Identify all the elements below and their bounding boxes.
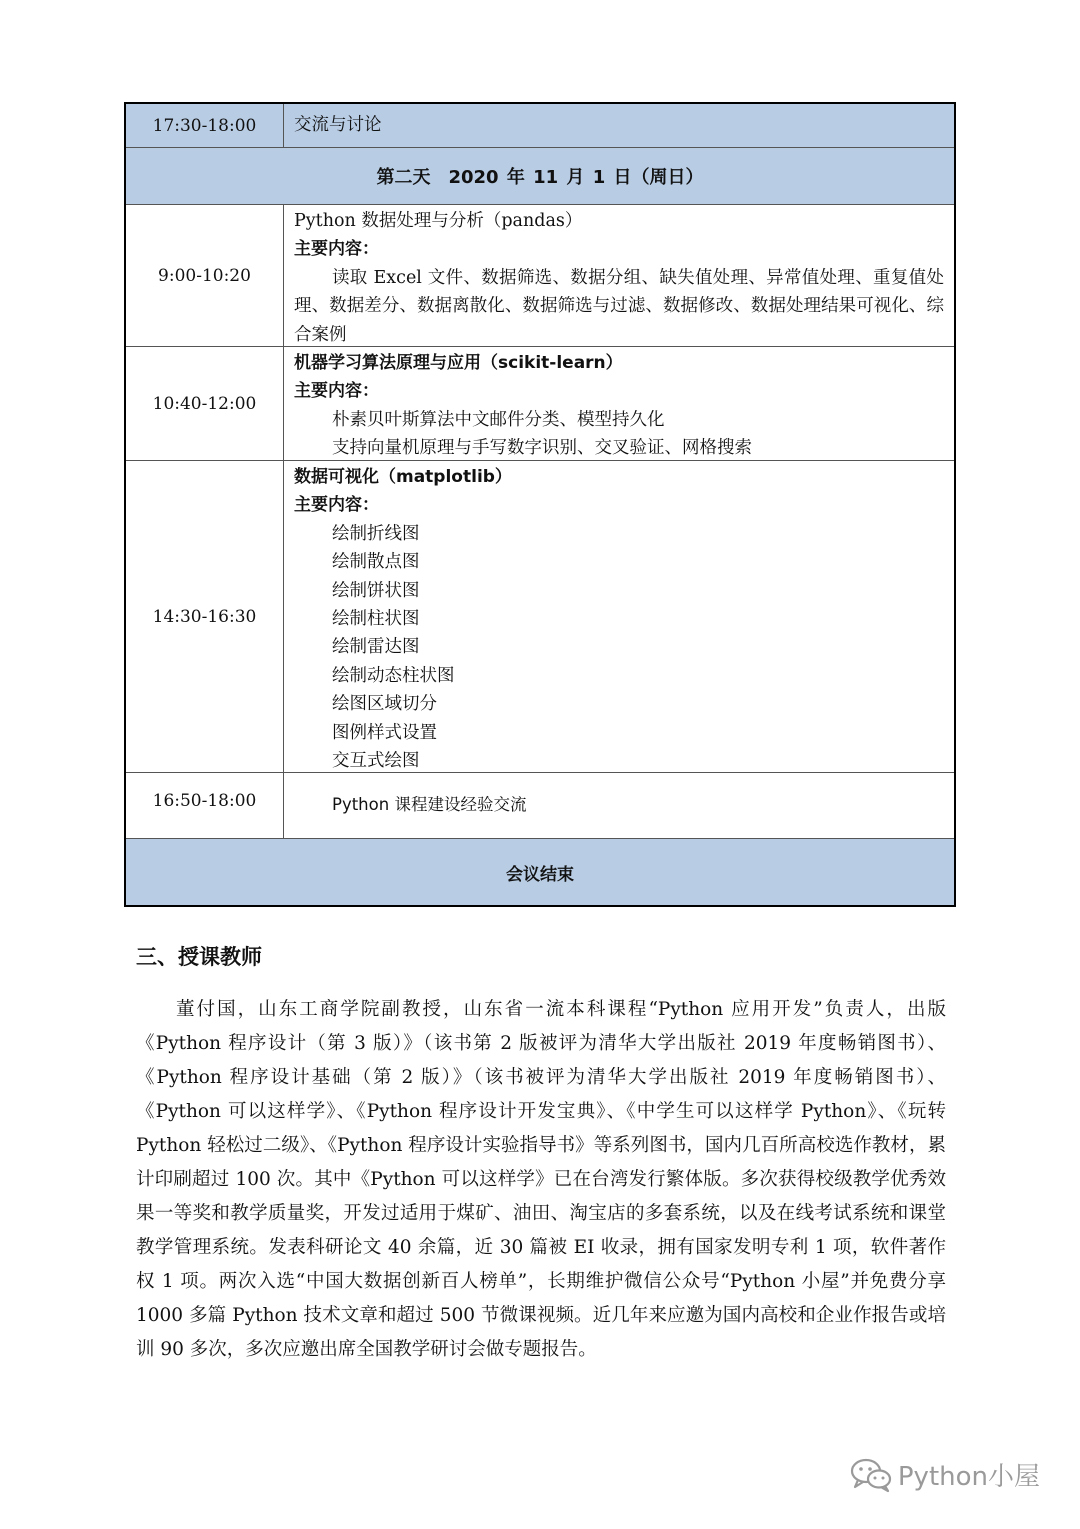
content-cell (284, 347, 954, 460)
time-cell: 10:40-12:00 (126, 347, 284, 460)
list-item: 绘制柱状图 (332, 609, 420, 630)
session-text: Python 课程建设经验交流 (332, 795, 527, 814)
content-label: 主要内容： (294, 495, 379, 516)
content-cell (284, 461, 954, 772)
list-item: 绘制雷达图 (332, 637, 420, 658)
schedule-row-viz (126, 460, 954, 772)
list-item: 绘制饼状图 (332, 580, 420, 601)
watermark (850, 1456, 1040, 1493)
schedule-table (124, 102, 956, 907)
list-item: 绘图区域切分 (332, 694, 437, 715)
session-body: 读取 Excel 文件、数据筛选、数据分组、缺失值处理、异常值处理、重复值处理、数据差分、数据离散化、数据筛选与过滤、数据修改、数据处理结果可视化、综合案例 (294, 267, 944, 345)
end-row: 会议结束 (126, 838, 954, 905)
schedule-row-ml (126, 346, 954, 460)
list-item: 绘制折线图 (332, 523, 420, 544)
content-cell (284, 104, 954, 147)
content-cell (284, 773, 954, 838)
time-cell: 9:00-10:20 (126, 205, 284, 346)
watermark-text: Python小屋 (897, 1462, 1040, 1492)
day2-header: 第二天 2020 年 11 月 1 日（周日） (126, 147, 954, 204)
wechat-icon (850, 1457, 892, 1493)
teacher-bio: 董付国，山东工商学院副教授，山东省一流本科课程“Python 应用开发”负责人，出版《Python 程序设计（第 3 版）》（该书第 2 版被评为清华大学出版社 2019 年度畅销图书）、《Python 程序设计基础（第 2 版）》（该书被评为清华大学出版社 2019 年度畅销图书）、《Python 可以这样学》、《Python 程序设计开发宝典》、《中学生可以这样学 Python》、《玩转 Python 轻松过二级》、《Python 程序设计实验指导书》等系列图书，国内几百所高校选作教材，累计印刷超过 100 次。其中《Python 可以这样学》已在台湾发行繁体版。多次获得校级教学优秀效果一等奖和教学质量奖，开发过适用于煤矿、油田、淘宝店的多套系统，以及在线考试系统和课堂教学管理系统。发表科研论文 40 余篇，近 30 篇被 EI 收录，拥有国家发明专利 1 项，软件著作权 1 项。两次入选“中国大数据创新百人榜单”，长期维护微信公众号“Python 小屋”并免费分享 1000 多篇 Python 技术文章和超过 500 节微课视频。近几年来应邀为国内高校和企业作报告或培训 90 多次，多次应邀出席全国教学研讨会做专题报告。 (136, 999, 946, 1360)
list-item: 支持向量机原理与手写数字识别、交叉验证、网格搜索 (332, 438, 752, 459)
session-title: 数据可视化（matplotlib） (294, 467, 512, 487)
content-label: 主要内容： (294, 381, 379, 402)
session-title: 机器学习算法原理与应用（scikit-learn） (294, 353, 623, 373)
schedule-row-pandas (126, 204, 954, 346)
time-cell: 16:50-18:00 (126, 773, 284, 838)
time-cell: 14:30-16:30 (126, 461, 284, 772)
list-item: 图例样式设置 (332, 722, 437, 743)
schedule-row-course (126, 772, 954, 838)
content-label: 主要内容： (294, 239, 379, 260)
time-cell: 17:30-18:00 (126, 104, 284, 147)
section-heading: 三、授课教师 (136, 945, 262, 969)
schedule-row-discussion (126, 104, 954, 147)
content-cell (284, 205, 954, 346)
list-item: 绘制散点图 (332, 552, 420, 573)
session-text: 交流与讨论 (294, 115, 382, 136)
session-title: Python 数据处理与分析（pandas） (294, 211, 583, 231)
list-item: 交互式绘图 (332, 751, 420, 772)
list-item: 绘制动态柱状图 (332, 665, 455, 686)
list-item: 朴素贝叶斯算法中文邮件分类、模型持久化 (332, 409, 665, 430)
